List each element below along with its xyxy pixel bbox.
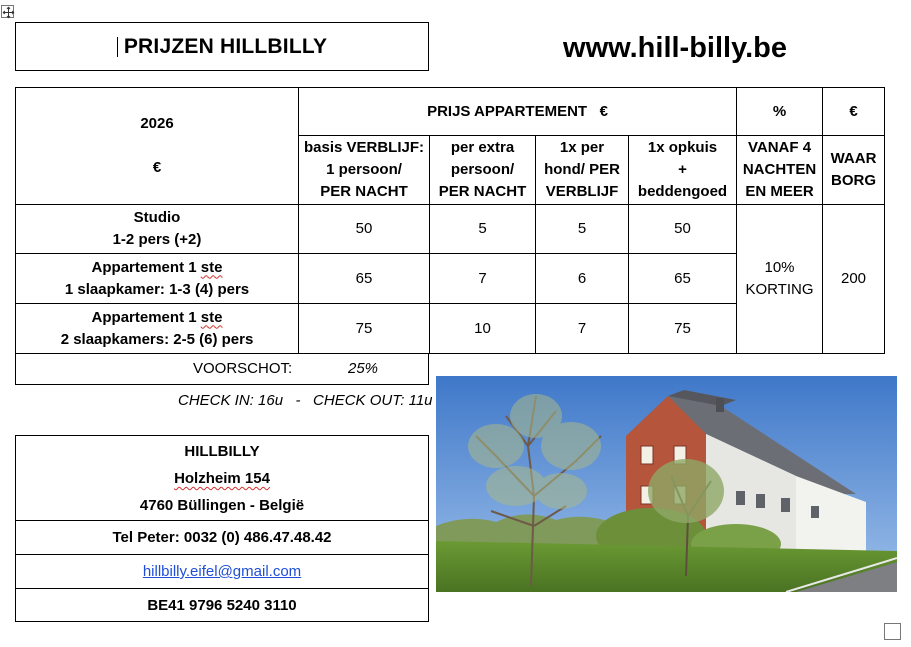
unit-name-text: Appartement 1 ste [91,258,223,276]
year-label: 2026 [140,115,174,132]
col-hond-line: VERBLIJF [545,183,619,200]
contact-iban: BE41 9796 5240 3110 [16,588,428,622]
unit-capacity: 1-2 pers (+2) [112,231,202,248]
contact-street [16,470,428,487]
korting-label: KORTING [745,281,814,298]
price-opkuis: 65 [629,254,737,304]
price-table [15,87,885,354]
title-box[interactable] [15,22,429,71]
unit-capacity: 1 slaapkamer: 1-3 (4) pers [64,280,250,298]
unit-name-cell [16,205,299,254]
price-basis: 50 [299,205,430,254]
price-extra: 5 [430,205,536,254]
price-basis: 75 [299,304,430,354]
farmhouse-photo [436,376,897,592]
price-basis: 65 [299,254,430,304]
unit-name [18,257,296,279]
col-vanaf-line: NACHTEN [742,161,817,178]
col-vanaf-4-nachten [737,136,823,205]
contact-phone: Tel Peter: 0032 (0) 486.47.48.42 [16,520,428,554]
resize-handle[interactable] [884,623,901,640]
price-hond: 6 [536,254,629,304]
col-hond [536,136,629,205]
borg-cell: 200 [823,205,885,354]
percent-header: % [737,88,823,136]
col-vanaf-line: EN MEER [745,183,814,200]
year-currency-cell [16,88,299,205]
price-extra: 10 [430,304,536,354]
contact-street-text: Holzheim 154 [174,470,270,487]
col-opkuis-line: beddengoed [637,183,728,200]
price-hond: 5 [536,205,629,254]
website-url: www.hill-billy.be [563,32,787,64]
col-opkuis [629,136,737,205]
table-move-handle-icon[interactable] [1,5,14,18]
contact-table [15,435,429,622]
korting-percent: 10% [764,259,795,276]
contact-city: 4760 Büllingen - België [139,497,305,514]
col-extra-line: persoon/ [450,161,515,178]
col-opkuis-line: 1x opkuis [647,139,718,156]
table-row [16,205,885,254]
checkin-checkout-times: CHECK IN: 16u - CHECK OUT: 11u [178,392,433,409]
currency-label: € [152,159,162,176]
col-basis-line: 1 persoon/ [326,161,402,178]
text-cursor [117,37,118,57]
page-title: PRIJZEN HILLBILLY [123,34,328,58]
voorschot-value: 25% [348,360,379,377]
unit-capacity: 2 slaapkamers: 2-5 (6) pers [60,330,254,348]
unit-name-cell [16,304,299,354]
unit-name-cell [16,254,299,304]
spellcheck-word: ste [200,258,223,276]
spellcheck-word: ste [200,308,223,326]
col-opkuis-line: + [678,161,687,178]
price-extra: 7 [430,254,536,304]
contact-name: HILLBILLY [184,443,260,460]
col-extra-line: per extra [450,139,515,156]
unit-name: Studio [133,209,181,226]
col-extra-persoon [430,136,536,205]
col-basis-verblijf [299,136,430,205]
col-basis-line: PER NACHT [320,183,408,200]
unit-name [18,307,296,329]
voorschot-row [15,353,429,385]
col-vanaf-line: VANAF 4 [747,139,812,156]
col-hond-line: 1x per [559,139,605,156]
price-opkuis: 75 [629,304,737,354]
korting-cell [737,205,823,354]
contact-email-link[interactable]: hillbilly.eifel@gmail.com [142,563,302,580]
price-opkuis: 50 [629,205,737,254]
euro-header: € [823,88,885,136]
col-waarborg [823,136,885,205]
col-waarborg-line: BORG [831,172,876,189]
col-extra-line: PER NACHT [438,183,527,200]
col-hond-line: hond/ PER [544,161,620,178]
unit-name-text: Appartement 1 ste [91,308,223,326]
price-hond: 7 [536,304,629,354]
prijs-appartement-header: PRIJS APPARTEMENT € [299,88,737,136]
col-waarborg-line: WAAR [830,150,877,167]
voorschot-label: VOORSCHOT: [193,360,293,377]
col-basis-line: basis VERBLIJF: [303,139,425,156]
contact-email-row [16,554,428,588]
